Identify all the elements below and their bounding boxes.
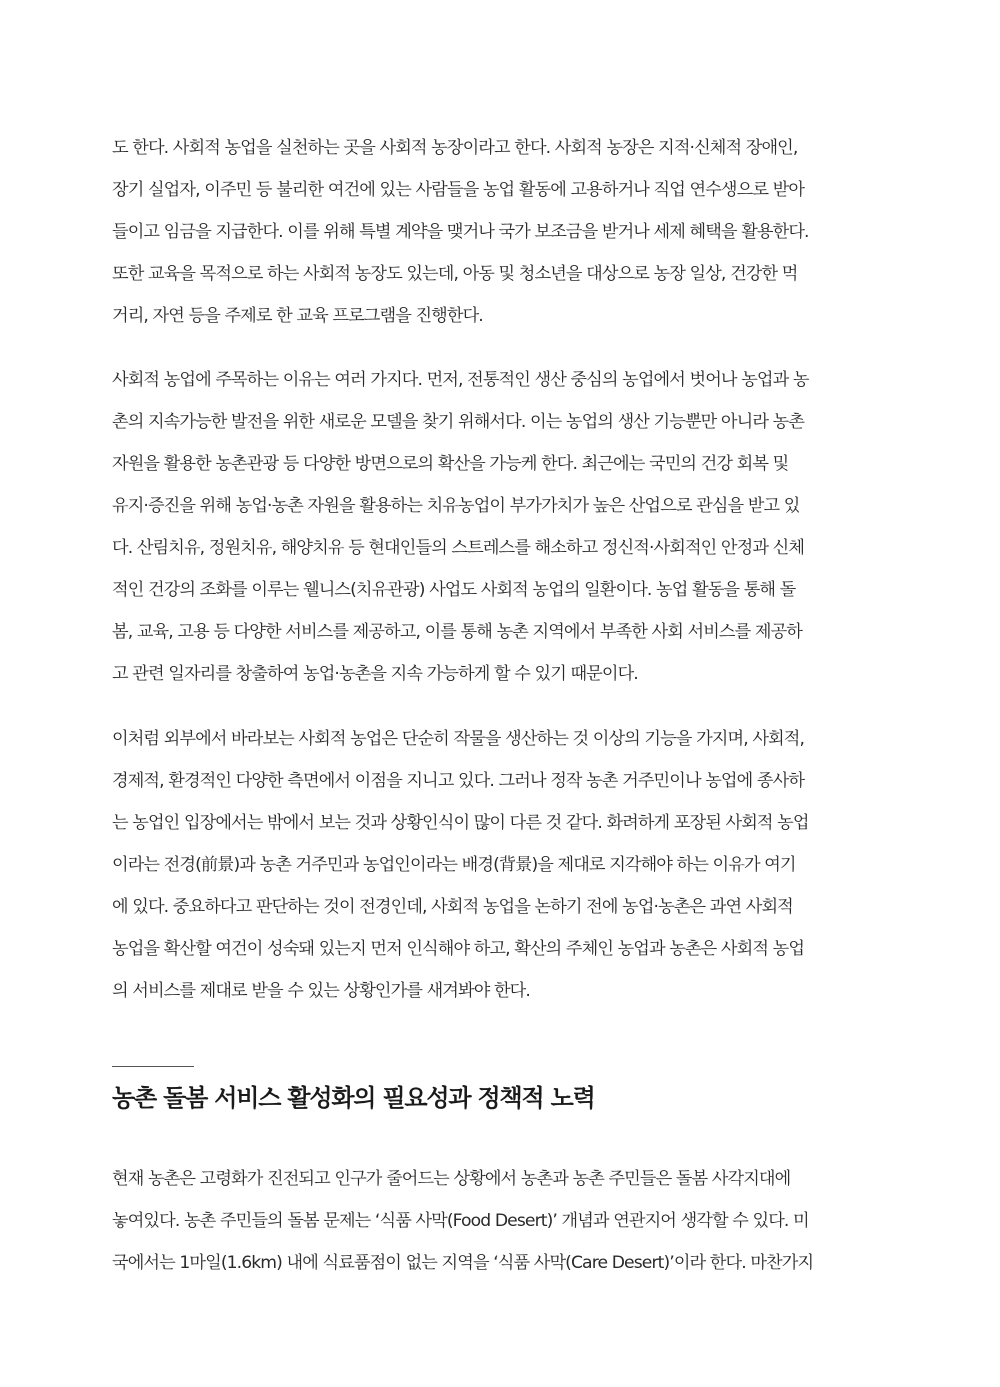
text-line: 장기 실업자, 이주민 등 불리한 여건에 있는 사람들을 농업 활동에 고용하거나 직업 연수생으로 받아 (112, 180, 805, 200)
text-line: 의 서비스를 제대로 받을 수 있는 상황인가를 새겨봐야 한다. (112, 981, 530, 1001)
text-line: 경제적, 환경적인 다양한 측면에서 이점을 지니고 있다. 그러나 정작 농촌 거주민이나 농업에 종사하 (112, 771, 805, 791)
text-line: 거리, 자연 등을 주제로 한 교육 프로그램을 진행한다. (112, 306, 483, 326)
text-line: 봄, 교육, 고용 등 다양한 서비스를 제공하고, 이를 통해 농촌 지역에서 부족한 사회 서비스를 제공하 (112, 622, 803, 642)
text-line: 이처럼 외부에서 바라보는 사회적 농업은 단순히 작물을 생산하는 것 이상의 기능을 가지며, 사회적, (112, 729, 805, 749)
text-line: 촌의 지속가능한 발전을 위한 새로운 모델을 찾기 위해서다. 이는 농업의 생산 기능뿐만 아니라 농촌 (112, 412, 805, 432)
text-line: 현재 농촌은 고령화가 진전되고 인구가 줄어드는 상황에서 농촌과 농촌 주민들은 돌봄 사각지대에 (112, 1169, 791, 1189)
text-line: 자원을 활용한 농촌관광 등 다양한 방면으로의 확산을 가능케 한다. 최근에는 국민의 건강 회복 및 (112, 454, 789, 474)
text-line: 다. 산림치유, 정원치유, 해양치유 등 현대인들의 스트레스를 해소하고 정신적·사회적인 안정과 신체 (112, 538, 805, 558)
heading-divider (112, 1066, 194, 1067)
text-line: 도 한다. 사회적 농업을 실천하는 곳을 사회적 농장이라고 한다. 사회적 농장은 지적·신체적 장애인, (112, 138, 798, 158)
text-line: 놓여있다. 농촌 주민들의 돌봄 문제는 ‘식품 사막(Food Desert)’ 개념과 연관지어 생각할 수 있다. 미 (112, 1211, 809, 1231)
section-heading: 농촌 돌봄 서비스 활성화의 필요성과 정책적 노력 (112, 1084, 595, 1112)
text-line: 또한 교육을 목적으로 하는 사회적 농장도 있는데, 아동 및 청소년을 대상으로 농장 일상, 건강한 먹 (112, 264, 798, 284)
text-line: 국에서는 1마일(1.6km) 내에 식료품점이 없는 지역을 ‘식품 사막(Care Desert)’이라 한다. 마찬가지 (112, 1253, 814, 1273)
text-line: 유지·증진을 위해 농업·농촌 자원을 활용하는 치유농업이 부가가치가 높은 산업으로 관심을 받고 있 (112, 496, 800, 516)
text-line: 에 있다. 중요하다고 판단하는 것이 전경인데, 사회적 농업을 논하기 전에 농업·농촌은 과연 사회적 (112, 897, 793, 917)
text-line: 는 농업인 입장에서는 밖에서 보는 것과 상황인식이 많이 다른 것 같다. 화려하게 포장된 사회적 농업 (112, 813, 809, 833)
text-line: 이라는 전경(前景)과 농촌 거주민과 농업인이라는 배경(背景)을 제대로 지각해야 하는 이유가 여기 (112, 855, 796, 875)
text-line: 들이고 임금을 지급한다. 이를 위해 특별 계약을 맺거나 국가 보조금을 받거나 세제 혜택을 활용한다. (112, 222, 809, 242)
text-line: 농업을 확산할 여건이 성숙돼 있는지 먼저 인식해야 하고, 확산의 주체인 농업과 농촌은 사회적 농업 (112, 939, 805, 959)
text-line: 사회적 농업에 주목하는 이유는 여러 가지다. 먼저, 전통적인 생산 중심의 농업에서 벗어나 농업과 농 (112, 370, 809, 390)
text-line: 적인 건강의 조화를 이루는 웰니스(치유관광) 사업도 사회적 농업의 일환이다. 농업 활동을 통해 돌 (112, 580, 796, 600)
text-line: 고 관련 일자리를 창출하여 농업·농촌을 지속 가능하게 할 수 있기 때문이다. (112, 664, 638, 684)
